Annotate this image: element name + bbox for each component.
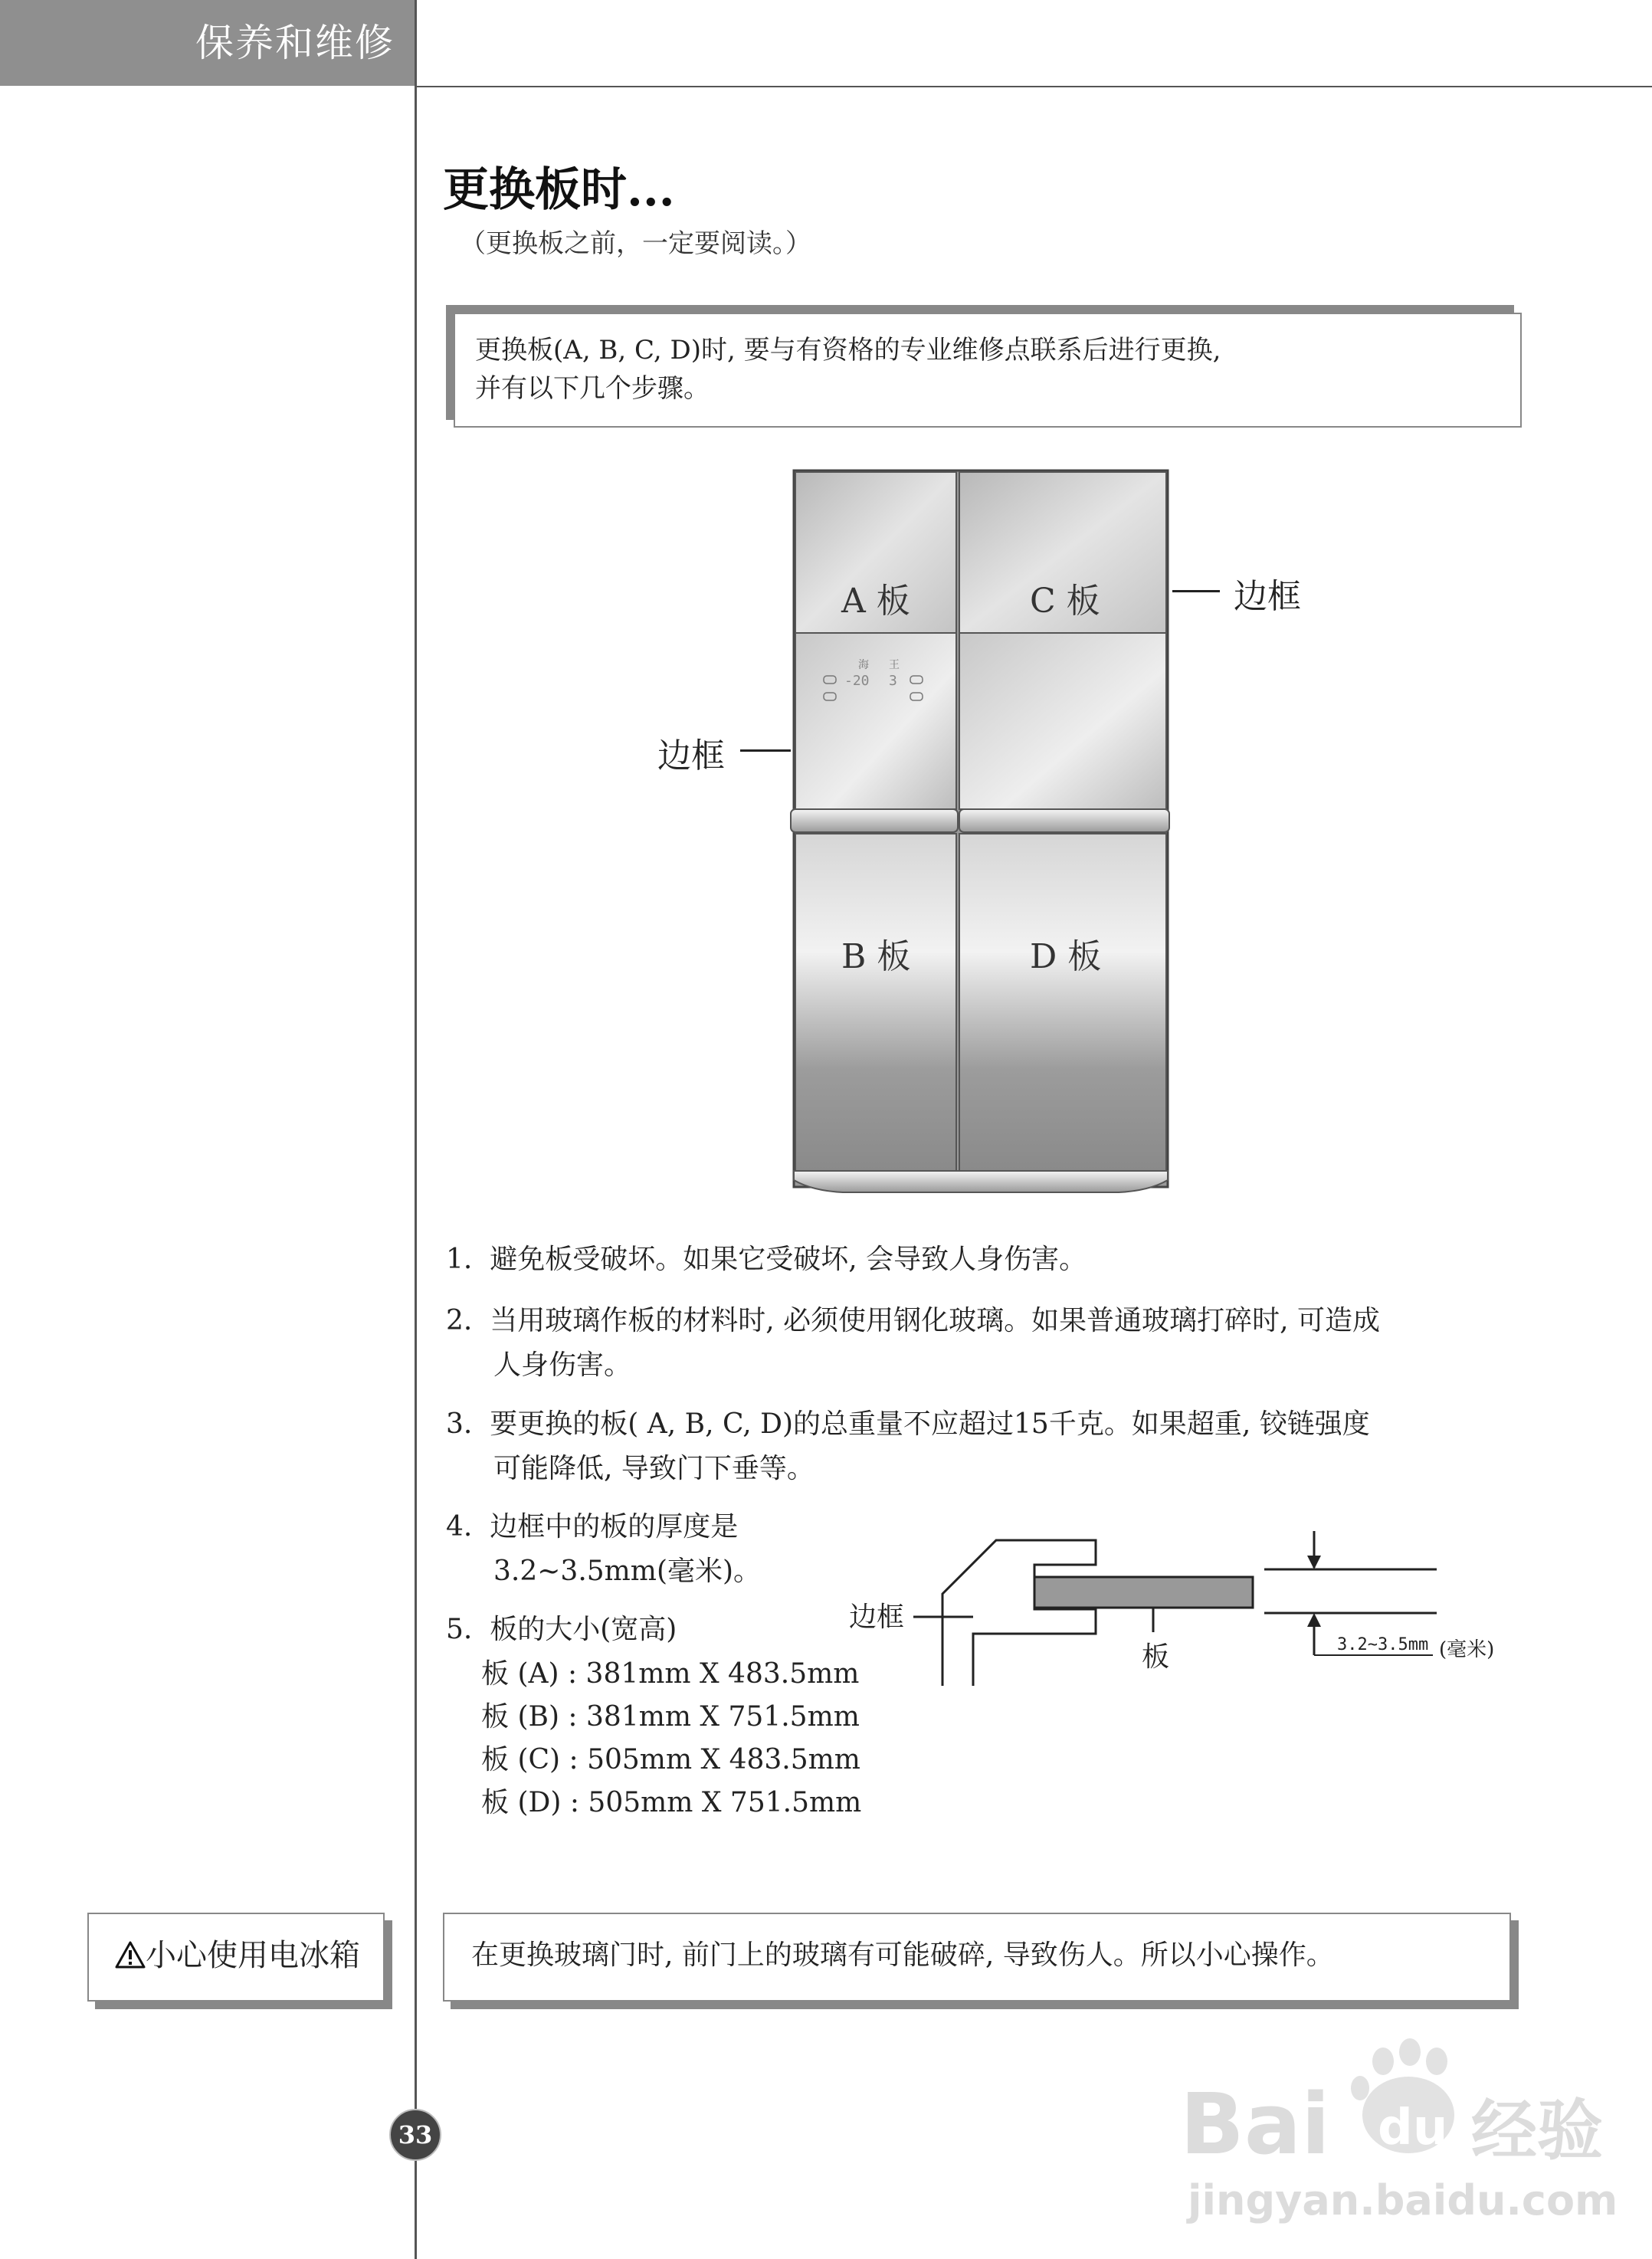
list-text: 边框中的板的厚度是 bbox=[490, 1511, 739, 1543]
page-number: 33 bbox=[389, 2109, 441, 2161]
display-char-2: 王 bbox=[889, 659, 900, 671]
page-subtitle: （更换板之前，一定要阅读。） bbox=[460, 228, 811, 259]
list-item-2 bbox=[446, 1299, 1380, 1388]
list-num: 5. bbox=[446, 1614, 473, 1645]
panel-d-label: D 板 bbox=[1030, 937, 1102, 976]
list-item-5 bbox=[446, 1608, 677, 1652]
section-title: 保养和维修 bbox=[195, 21, 395, 65]
notice-text bbox=[475, 331, 1221, 408]
door-lower-left bbox=[795, 834, 956, 1171]
warning-triangle-icon bbox=[115, 1941, 146, 1969]
watermark-url: jingyan.baidu.com bbox=[1188, 2176, 1618, 2225]
display-temp-2: 3 bbox=[889, 673, 897, 689]
fridge-base bbox=[794, 1171, 1168, 1192]
list-num: 1. bbox=[446, 1244, 473, 1275]
size-row-a: 板 (A) : 381mm X 483.5mm bbox=[481, 1658, 860, 1690]
door-upper-right-lower bbox=[959, 633, 1166, 809]
notice-line-1: 更换板(A, B, C, D)时, 要与有资格的专业维修点联系后进行更换, bbox=[475, 335, 1221, 366]
size-row-b: 板 (B) : 381mm X 751.5mm bbox=[481, 1701, 860, 1733]
header-rule bbox=[415, 86, 1652, 87]
display-char-1: 海 bbox=[858, 659, 869, 671]
handle-left bbox=[791, 809, 958, 832]
list-item-1 bbox=[446, 1238, 1087, 1282]
list-text: 避免板受破坏。如果它受破坏, 会导致人身伤害。 bbox=[490, 1244, 1087, 1275]
frame-right-leader bbox=[1172, 590, 1220, 592]
list-text-cont: 3.2~3.5mm(毫米)。 bbox=[493, 1556, 762, 1587]
list-text: 当用玻璃作板的材料时, 必须使用钢化玻璃。如果普通玻璃打碎时, 可造成 bbox=[490, 1305, 1381, 1336]
notice-line-2: 并有以下几个步骤。 bbox=[475, 373, 710, 404]
diagram-panel-label: 板 bbox=[1142, 1641, 1170, 1673]
door-upper-left-lower bbox=[795, 633, 956, 809]
frame-left-leader bbox=[740, 749, 791, 752]
arrow-top-head bbox=[1307, 1556, 1321, 1569]
page-title: 更换板时... bbox=[443, 163, 675, 217]
door-lower-right bbox=[959, 834, 1166, 1171]
caution-label-wrap bbox=[90, 1913, 385, 1998]
list-text: 板的大小(宽高) bbox=[490, 1614, 677, 1645]
watermark-brand-c: 经验 bbox=[1471, 2093, 1603, 2169]
diagram-frame-label: 边框 bbox=[849, 1602, 905, 1633]
list-text: 要更换的板( A, B, C, D)的总重量不应超过15千克。如果超重, 铰链强度 bbox=[490, 1408, 1370, 1440]
frame-profile bbox=[942, 1540, 1096, 1686]
diagram-thickness: 3.2~3.5mm bbox=[1337, 1635, 1429, 1654]
caution-label: 小心使用电冰箱 bbox=[146, 1938, 360, 1973]
list-text-cont: 可能降低, 导致门下垂等。 bbox=[493, 1453, 815, 1484]
display-temp-1: -20 bbox=[844, 673, 870, 689]
glass-panel bbox=[1034, 1577, 1253, 1608]
list-num: 3. bbox=[446, 1408, 473, 1440]
frame-cross-section-diagram bbox=[843, 1517, 1517, 1701]
watermark-brand-b: du bbox=[1378, 2100, 1448, 2156]
arrow-bottom-head bbox=[1307, 1613, 1321, 1627]
list-item-4 bbox=[446, 1505, 761, 1594]
warning-text: 在更换玻璃门时, 前门上的玻璃有可能破碎, 导致伤人。所以小心操作。 bbox=[471, 1939, 1334, 1971]
margin-rule bbox=[415, 0, 417, 2259]
panel-c-label: C 板 bbox=[1030, 582, 1100, 621]
list-num: 2. bbox=[446, 1305, 473, 1336]
baidu-watermark bbox=[1165, 2031, 1640, 2230]
panel-a-label: A 板 bbox=[841, 582, 910, 621]
list-text-cont: 人身伤害。 bbox=[493, 1349, 632, 1381]
frame-left-label: 边框 bbox=[657, 736, 725, 775]
list-item-3 bbox=[446, 1402, 1370, 1491]
size-row-d: 板 (D) : 505mm X 751.5mm bbox=[481, 1787, 862, 1818]
frame-right-label: 边框 bbox=[1234, 577, 1301, 616]
handle-right bbox=[959, 809, 1169, 832]
watermark-brand-a: Bai bbox=[1180, 2075, 1330, 2173]
diagram-unit: (毫米) bbox=[1439, 1638, 1495, 1661]
list-num: 4. bbox=[446, 1511, 473, 1543]
size-row-c: 板 (C) : 505mm X 483.5mm bbox=[481, 1744, 860, 1775]
panel-b-label: B 板 bbox=[841, 937, 911, 976]
